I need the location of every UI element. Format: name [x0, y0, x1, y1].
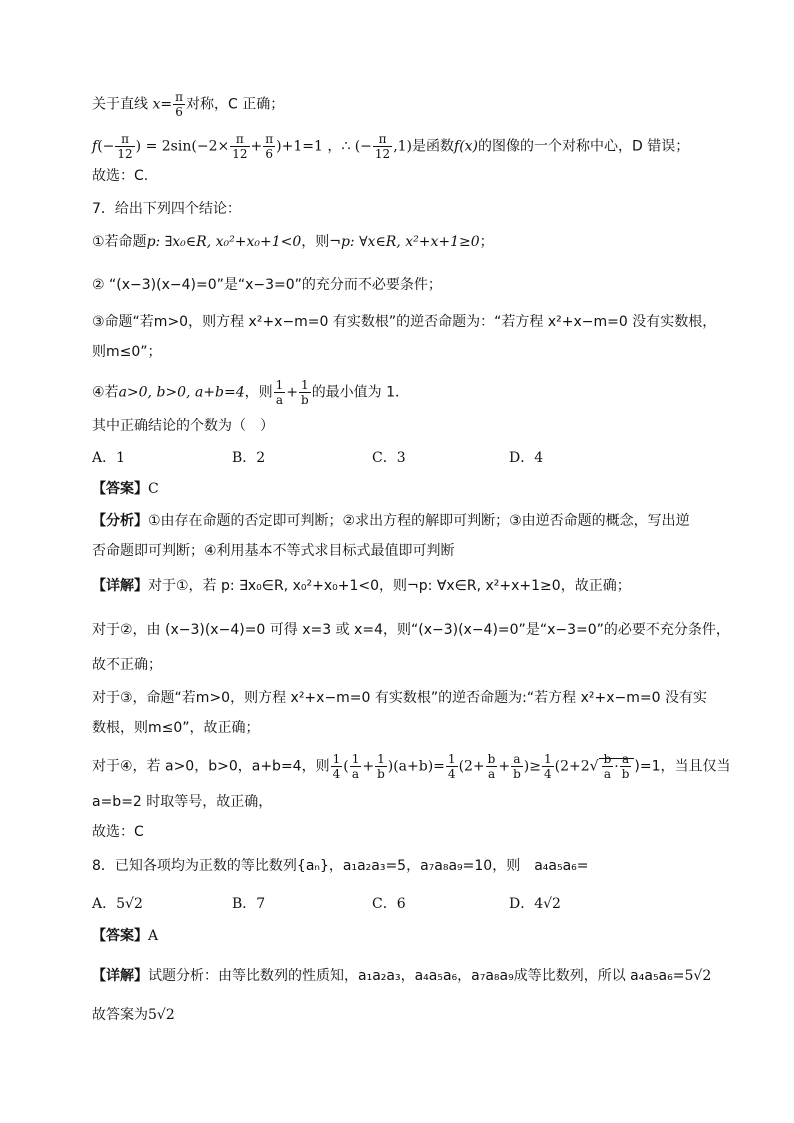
conclusion-7: 故选：C — [92, 824, 144, 840]
question-ask: 其中正确结论的个数为（ ） — [92, 418, 274, 434]
text: ，∴ — [327, 138, 351, 155]
fraction: $\frac{\pi}{6}$ — [175, 90, 183, 119]
text-line: f(− $\frac{\pi}{12}$ ) = 2sin(−2× $\frac{\pi}{12}$ + $\frac{\pi}{6}$ )+1=1 ，∴ (− $\frac{\pi}{12}$ ,1)是函数f(x)的图像的一个对称中心，D 错误； — [92, 132, 690, 161]
statement-3-cont: 则m≤0”； — [92, 344, 162, 360]
detail-8: 【详解】试题分析：由等比数列的性质知，a₁a₂a₃，a₄a₅a₆，a₇a₈a₉成等比数列，所以 a₄a₅a₆=5√2 — [92, 968, 712, 984]
statement-4: ④若a>0, b>0, a+b=4，则 $\frac{1}{a}$ + $\frac{1}{b}$ 的最小值为 1． — [92, 378, 410, 407]
math: x= — [152, 96, 173, 113]
question-7: 7．给出下列四个结论： — [92, 201, 241, 217]
final-answer: 故答案为5√2 — [92, 1007, 175, 1023]
option-c: C．3 — [372, 450, 406, 466]
detail-7-1: 【详解】对于①，若 p: ∃x₀∈R, x₀²+x₀+1<0，则¬p: ∀x∈R, x²+x+1≥0，故正确； — [92, 578, 631, 594]
detail-7-2: 对于②，由 (x−3)(x−4)=0 可得 x=3 或 x=4，则“(x−3)(x−4)=0”是“x−3=0”的必要不充分条件， — [92, 622, 730, 638]
detail-7-3: 对于③，命题“若m>0，则方程 x²+x−m=0 有实数根”的逆否命题为:“若方程 x²+x−m=0 没有实 — [92, 690, 707, 706]
detail-7-2-cont: 故不正确； — [92, 657, 162, 673]
detail-7-3-cont: 数根，则m≤0”，故正确； — [92, 720, 260, 736]
statement-2: ② “(x−3)(x−4)=0”是“x−3=0”的充分而不必要条件； — [92, 277, 442, 293]
option-b: B．7 — [232, 896, 266, 912]
statement-3: ③命题“若m>0，则方程 x²+x−m=0 有实数根”的逆否命题为：“若方程 x²+x−m=0 没有实数根， — [92, 314, 717, 330]
analysis-7-cont: 否命题即可判断；④利用基本不等式求目标式最值即可判断 — [92, 543, 455, 559]
text: 对称，C 正确； — [185, 96, 285, 113]
detail-7-4-cont: a=b=2 时取等号，故正确， — [92, 794, 273, 810]
statement-1: ①若命题p: ∃x₀∈R, x₀²+x₀+1<0，则¬p: ∀x∈R, x²+x+1≥0； — [92, 234, 494, 250]
option-a: A．5√2 — [92, 896, 143, 912]
math: f — [92, 138, 98, 155]
fraction: $\frac{\pi}{12}$ — [117, 132, 133, 161]
option-c: C．6 — [372, 896, 406, 912]
detail-7-4: 对于④，若 a>0，b>0，a+b=4，则 $\frac{1}{4}$ ( $\frac{1}{a}$ + $\frac{1}{b}$ )(a+b)= $\frac{1}{4}$ (2+ $\frac{b}{a}$ + $\frac{a}{b}$ )≥ $\frac{1}{4}$ (2+2√ $\frac{b}{a}$ · $\frac{a}{b}$ )=1，当且仅当 — [92, 752, 731, 781]
math: = 2sin — [145, 138, 192, 155]
options-8 — [92, 894, 592, 914]
math: f(x) — [454, 138, 479, 155]
text: 是函数 — [412, 138, 455, 155]
option-b: B．2 — [232, 450, 266, 466]
fraction: $\frac{\pi}{12}$ — [374, 132, 391, 161]
option-d: D．4√2 — [509, 896, 561, 912]
text-line: 故选：C. — [92, 168, 149, 184]
options-7 — [92, 448, 592, 468]
option-a: A．1 — [92, 450, 126, 466]
question-8: 8．已知各项均为正数的等比数列{aₙ}，a₁a₂a₃=5，a₇a₈a₉=10，则 a₄a₅a₆= — [92, 858, 589, 874]
math: +1=1 — [281, 138, 323, 155]
text-line — [92, 90, 284, 119]
analysis-7: 【分析】①由存在命题的否定即可判断；②求出方程的解即可判断；③由逆否命题的概念，写出逆 — [92, 513, 690, 529]
fraction: $\frac{\pi}{12}$ — [232, 132, 248, 161]
answer-7: 【答案】C — [92, 481, 159, 497]
option-d: D．4 — [509, 450, 544, 466]
fraction: $\frac{\pi}{6}$ — [265, 132, 274, 161]
text: 的图像的一个对称中心，D 错误； — [478, 138, 690, 155]
answer-8: 【答案】A — [92, 928, 159, 944]
text: 关于直线 — [92, 96, 148, 113]
